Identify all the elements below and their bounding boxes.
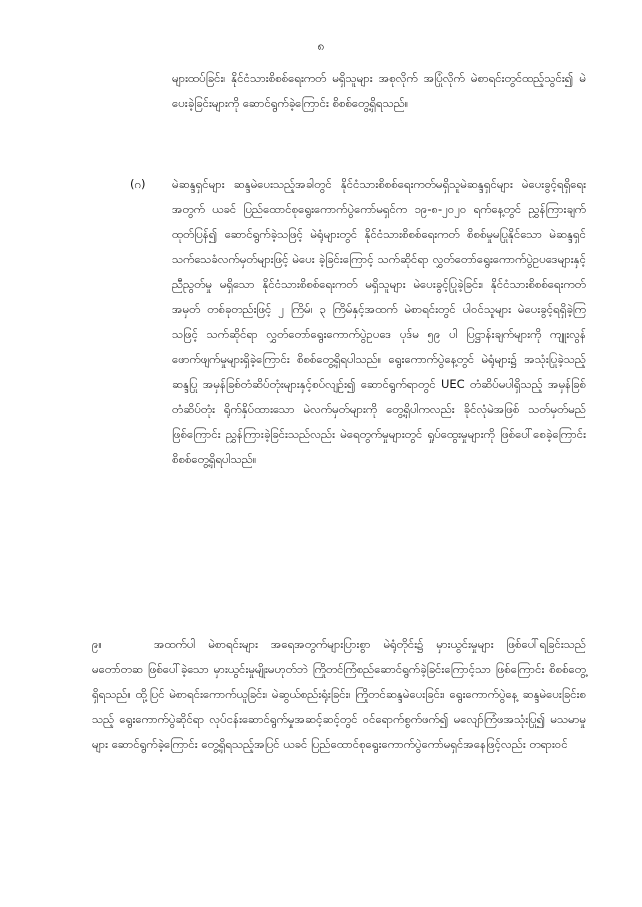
list-item-marker: (ဂ) <box>130 177 146 191</box>
list-item-text: မဲဆန္ဒရှင်များ ဆန္ဒမဲပေးသည့်အခါတွင် နိုင်ငံသားစိစစ်ရေးကတ်မရှိသူမဲဆန္ဒရှင်များ မဲပေးခွင့်ရရှိရေးအတွက် ယခင် ပြည်ထောင်စုရွေးကောက်ပွဲကော်မရှင်က ၁၉-၈-၂၀၂၀ ရက်နေ့တွင် ညွှန်ကြားချက်ထုတ်ပြန်၍ ဆောင်ရွက်ခဲ့သဖြင့် မဲရုံများတွင် နိုင်ငံသားစိစစ်ရေးကတ် စိစစ်မှုမပြုနိုင်သော မဲဆန္ဒရှင်သက်သေခံလက်မှတ်များဖြင့် မဲပေး ခဲ့ခြင်းကြောင့် သက်ဆိုင်ရာ လွှတ်တော်ရွေးကောက်ပွဲဥပဒေများနှင့် ညီညွတ်မှု မရှိသော နိုင်ငံသားစိစစ်ရေးကတ် မရှိသူများ မဲပေးခွင့်ပြုခဲ့ခြင်း၊ နိုင်ငံသားစိစစ်ရေးကတ်အမှတ် တစ်ခုတည်းဖြင့် ၂ ကြိမ်၊ ၃ ကြိမ်နှင့်အထက် မဲစာရင်းတွင် ပါဝင်သူများ မဲပေးခွင့်ရရှိခဲ့ကြသဖြင့် သက်ဆိုင်ရာ လွှတ်တော်ရွေးကောက်ပွဲဥပဒေ ပုဒ်မ ၅၉ ပါ ပြဋ္ဌာန်းချက်များကို ကျူးလွန် ဖောက်ဖျက်မှုများရှိခဲ့ကြောင်း စိစစ်တွေ့ရှိရပါသည်။ ရွေးကောက်ပွဲနေ့တွင် မဲရုံများ၌ အသုံးပြုခဲ့သည့် ဆန္ဒပြု အမှန်ခြစ်တံဆိပ်တုံးများနှင့်စပ်လျဉ်း၍ ဆောင်ရွက်ရာတွင် UEC တံဆိပ်မပါရှိသည့် အမှန်ခြစ်တံဆိပ်တုံး ရိုက်နှိပ်ထားသော မဲလက်မှတ်များကို တွေ့ရှိပါကလည်း ခိုင်လုံမဲအဖြစ် သတ်မှတ်မည် ဖြစ်ကြောင်း ညွှန်ကြားခဲ့ခြင်းသည်လည်း မဲရေတွက်မှုများတွင် ရှုပ်ထွေးမှုများကို ဖြစ်ပေါ်စေခဲ့ကြောင်း စိစစ်တွေ့ရှိရပါသည်။ <box>172 177 586 466</box>
paragraph-number: ၉။ <box>92 637 102 651</box>
continuation-paragraph: များထပ်ခြင်း၊ နိုင်ငံသားစိစစ်ရေးကတ် မရှိသူများ အစုလိုက် အပြုံလိုက် မဲစာရင်းတွင်ထည့်သွင်း၍ မဲပေးခဲ့ခြင်းများကို ဆောင်ရွက်ခဲ့ကြောင်း စိစစ်တွေ့ရှိရသည်။ <box>172 71 586 110</box>
paragraph-text: အထက်ပါ မဲစာရင်းများ အရေအတွက်များပြားစွာ မဲရုံတိုင်း၌ မှားယွင်းမှုများ ဖြစ်ပေါ်ရခြင်းသည် မတော်တဆ ဖြစ်ပေါ်ခဲ့သော မှားယွင်းမှုမျိုးမဟုတ်ဘဲ ကြိုတင်ကြံစည်ဆောင်ရွက်ခဲ့ခြင်းကြောင့်သာ ဖြစ်ကြောင်း စိစစ်တွေ့ရှိရသည်။ ထို့ပြင် မဲစာရင်းကောက်ယူခြင်း၊ မဲဆွယ်စည်းရုံးခြင်း၊ ကြိုတင်ဆန္ဒမဲပေးခြင်း၊ ရွေးကောက်ပွဲနေ့ ဆန္ဒမဲပေးခြင်းစသည့် ရွေးကောက်ပွဲဆိုင်ရာ လုပ်ငန်းဆောင်ရွက်မှုအဆင့်ဆင့်တွင် ဝင်ရောက်စွက်ဖက်၍ မလျော်ကြံဖအသုံးပြု၍ မသမာမှုများ ဆောင်ရွက်ခဲ့ကြောင်း တွေ့ရှိရသည့်အပြင် ယခင် ပြည်ထောင်စုရွေးကောက်ပွဲကော်မရှင်အနေဖြင့်လည်း တရားဝင် <box>92 637 586 751</box>
paragraph-body <box>92 632 586 757</box>
page-number: ၈ <box>317 39 325 53</box>
